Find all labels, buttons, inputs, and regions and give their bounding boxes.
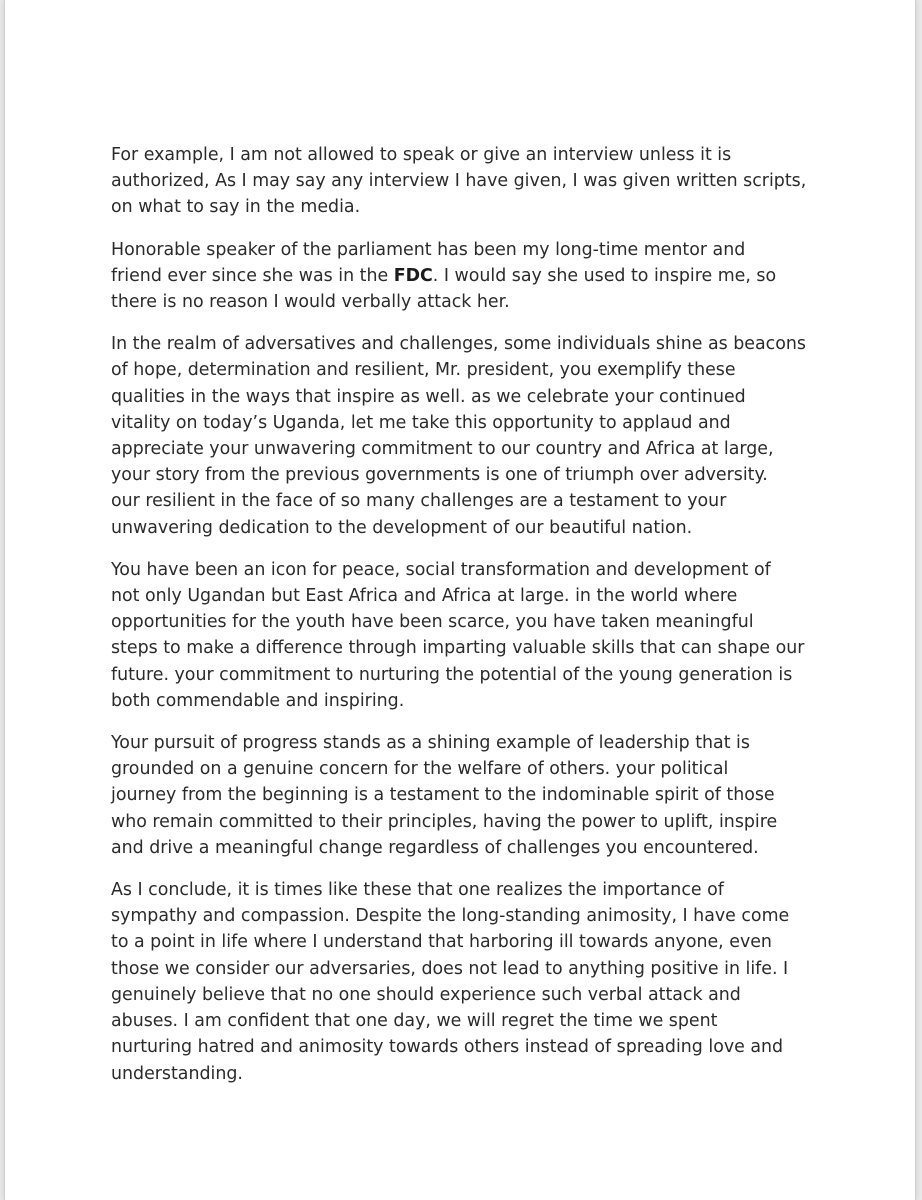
text-line: to a point in life where I understand that harboring ill towards anyone, even <box>111 932 772 953</box>
text-line <box>111 263 811 289</box>
text-line: there is no reason I would verbally attack her. <box>111 292 510 313</box>
text-line: Your pursuit of progress stands as a shining example of leadership that is <box>111 733 750 754</box>
text-line: on what to say in the media. <box>111 197 361 218</box>
text-line: not only Ugandan but East Africa and Africa at large. in the world where <box>111 586 738 607</box>
paragraph-4 <box>111 557 811 714</box>
text-line: nurturing hatred and animosity towards others instead of spreading love and <box>111 1037 784 1058</box>
text-line: unwavering dedication to the development of our beautiful nation. <box>111 517 693 538</box>
text-line: sympathy and compassion. Despite the long-standing animosity, I have come <box>111 906 790 927</box>
text-line: genuinely believe that no one should experience such verbal attack and <box>111 984 741 1005</box>
document-page <box>4 0 916 1200</box>
text-line: who remain committed to their principles, having the power to uplift, inspire <box>111 811 778 832</box>
text-line: In the realm of adversatives and challenges, some individuals shine as beacons <box>111 334 806 355</box>
text-line: our resilient in the face of so many challenges are a testament to your <box>111 491 727 512</box>
text-line: appreciate your unwavering commitment to our country and Africa at large, <box>111 439 774 460</box>
text-line: opportunities for the youth have been scarce, you have taken meaningful <box>111 612 754 633</box>
text-line: authorized, As I may say any interview I have given, I was given written scripts, <box>111 171 807 192</box>
text-segment: friend ever since she was in the <box>111 265 394 286</box>
paragraph-5 <box>111 730 811 861</box>
document-body <box>111 142 811 1103</box>
text-line: You have been an icon for peace, social transformation and development of <box>111 559 771 580</box>
text-line: journey from the beginning is a testament to the indominable spirit of those <box>111 785 775 806</box>
paragraph-6 <box>111 877 811 1087</box>
text-line: As I conclude, it is times like these that one realizes the importance of <box>111 880 724 901</box>
paragraph-1 <box>111 142 811 221</box>
text-line: those we consider our adversaries, does not lead to anything positive in life. I <box>111 958 789 979</box>
text-line: vitality on today’s Uganda, let me take this opportunity to applaud and <box>111 412 731 433</box>
text-line: your story from the previous governments is one of triumph over adversity. <box>111 465 768 486</box>
text-line: Honorable speaker of the parliament has been my long-time mentor and <box>111 239 746 260</box>
text-line: grounded on a genuine concern for the welfare of others. your political <box>111 759 729 780</box>
text-line: and drive a meaningful change regardless of challenges you encountered. <box>111 837 759 858</box>
text-line: understanding. <box>111 1063 243 1084</box>
paragraph-2 <box>111 237 811 316</box>
text-line: qualities in the ways that inspire as well. as we celebrate your continued <box>111 386 746 407</box>
text-line: both commendable and inspiring. <box>111 690 405 711</box>
paragraph-3 <box>111 331 811 541</box>
text-line: future. your commitment to nurturing the potential of the young generation is <box>111 664 793 685</box>
text-line: steps to make a difference through imparting valuable skills that can shape our <box>111 638 805 659</box>
text-line: abuses. I am confident that one day, we will regret the time we spent <box>111 1011 718 1032</box>
text-segment: . I would say she used to inspire me, so <box>432 265 777 286</box>
text-line: For example, I am not allowed to speak or give an interview unless it is <box>111 145 732 165</box>
fdc-bold-text: FDC <box>393 265 433 286</box>
text-line: of hope, determination and resilient, Mr. president, you exemplify these <box>111 360 736 381</box>
